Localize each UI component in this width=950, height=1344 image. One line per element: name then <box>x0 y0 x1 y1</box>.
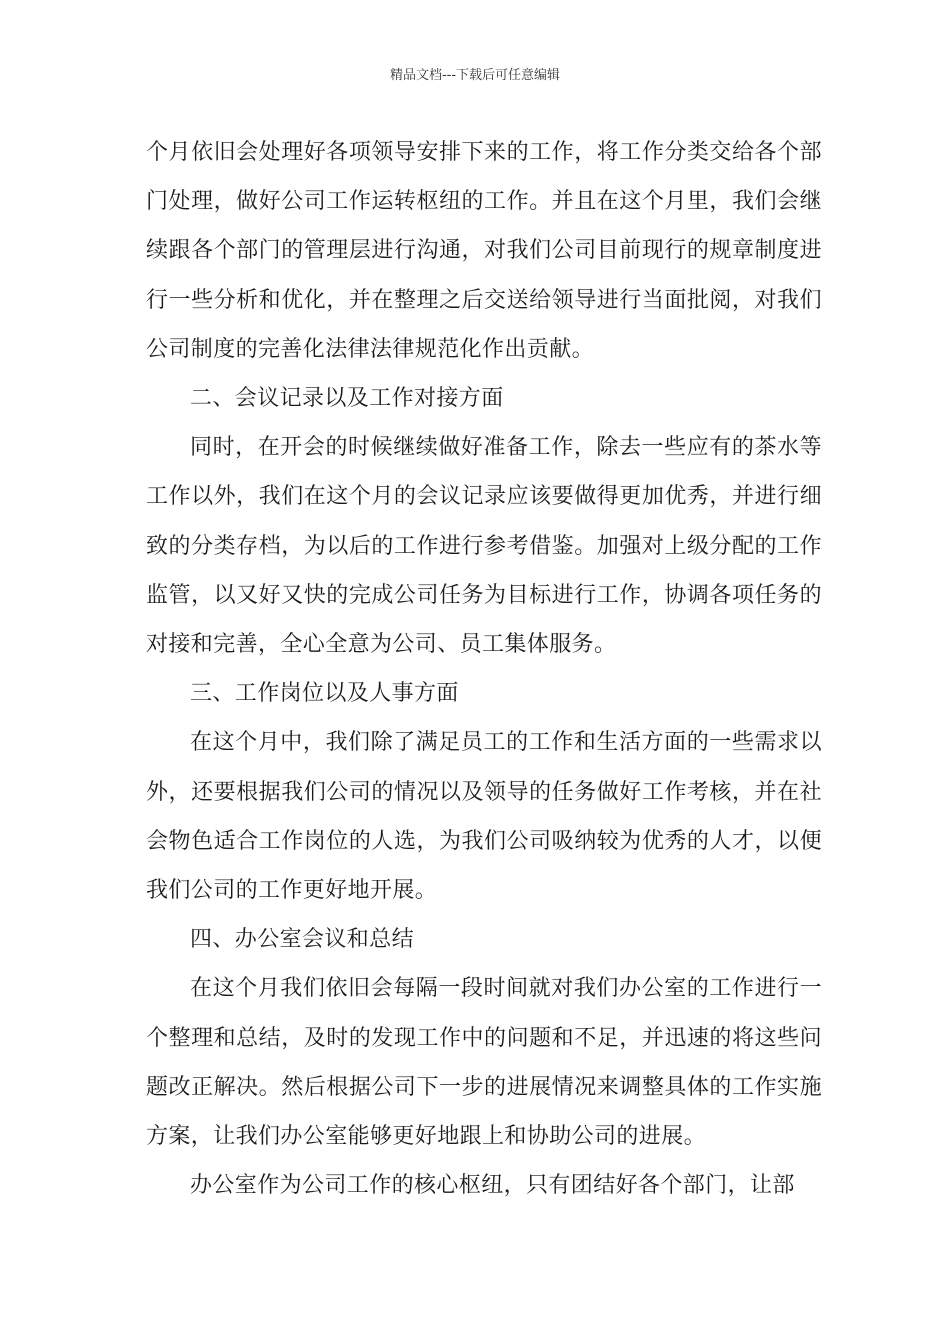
paragraph-office-meeting: 在这个月我们依旧会每隔一段时间就对我们办公室的工作进行一个整理和总结，及时的发现工作中的问题和不足，并迅速的将这些问题改正解决。然后根据公司下一步的进展情况来调整具体的工作实施方案，让我们办公室能够更好地跟上和协助公司的进展。 <box>146 976 822 1150</box>
paragraph-personnel: 在这个月中，我们除了满足员工的工作和生活方面的一些需求以外，还要根据我们公司的情况以及领导的任务做好工作考核，并在社会物色适合工作岗位的人选，为我们公司吸纳较为优秀的人才，以便我们公司的工作更好地开展。 <box>146 730 822 904</box>
section-heading-meeting-records: 二、会议记录以及工作对接方面 <box>190 386 504 412</box>
paragraph-meeting-records: 同时，在开会的时候继续做好准备工作，除去一些应有的茶水等工作以外，我们在这个月的会议记录应该要做得更加优秀，并进行细致的分类存档，为以后的工作进行参考借鉴。加强对上级分配的工作监管，以又好又快的完成公司任务为目标进行工作，协调各项任务的对接和完善，全心全意为公司、员工集体服务。 <box>146 435 822 658</box>
paragraph-office-core: 办公室作为公司工作的核心枢纽，只有团结好各个部门，让部 <box>190 1173 795 1199</box>
document-body <box>146 128 822 1210</box>
section-heading-personnel: 三、工作岗位以及人事方面 <box>190 681 459 707</box>
page-header: 精品文档---下载后可任意编辑 <box>389 68 561 83</box>
section-heading-office-meeting: 四、办公室会议和总结 <box>190 927 415 953</box>
paragraph-intro: 个月依旧会处理好各项领导安排下来的工作，将工作分类交给各个部门处理，做好公司工作运转枢纽的工作。并且在这个月里，我们会继续跟各个部门的管理层进行沟通，对我们公司目前现行的规章制度进行一些分析和优化，并在整理之后交送给领导进行当面批阅，对我们公司制度的完善化法律法律规范化作出贡献。 <box>146 140 822 362</box>
